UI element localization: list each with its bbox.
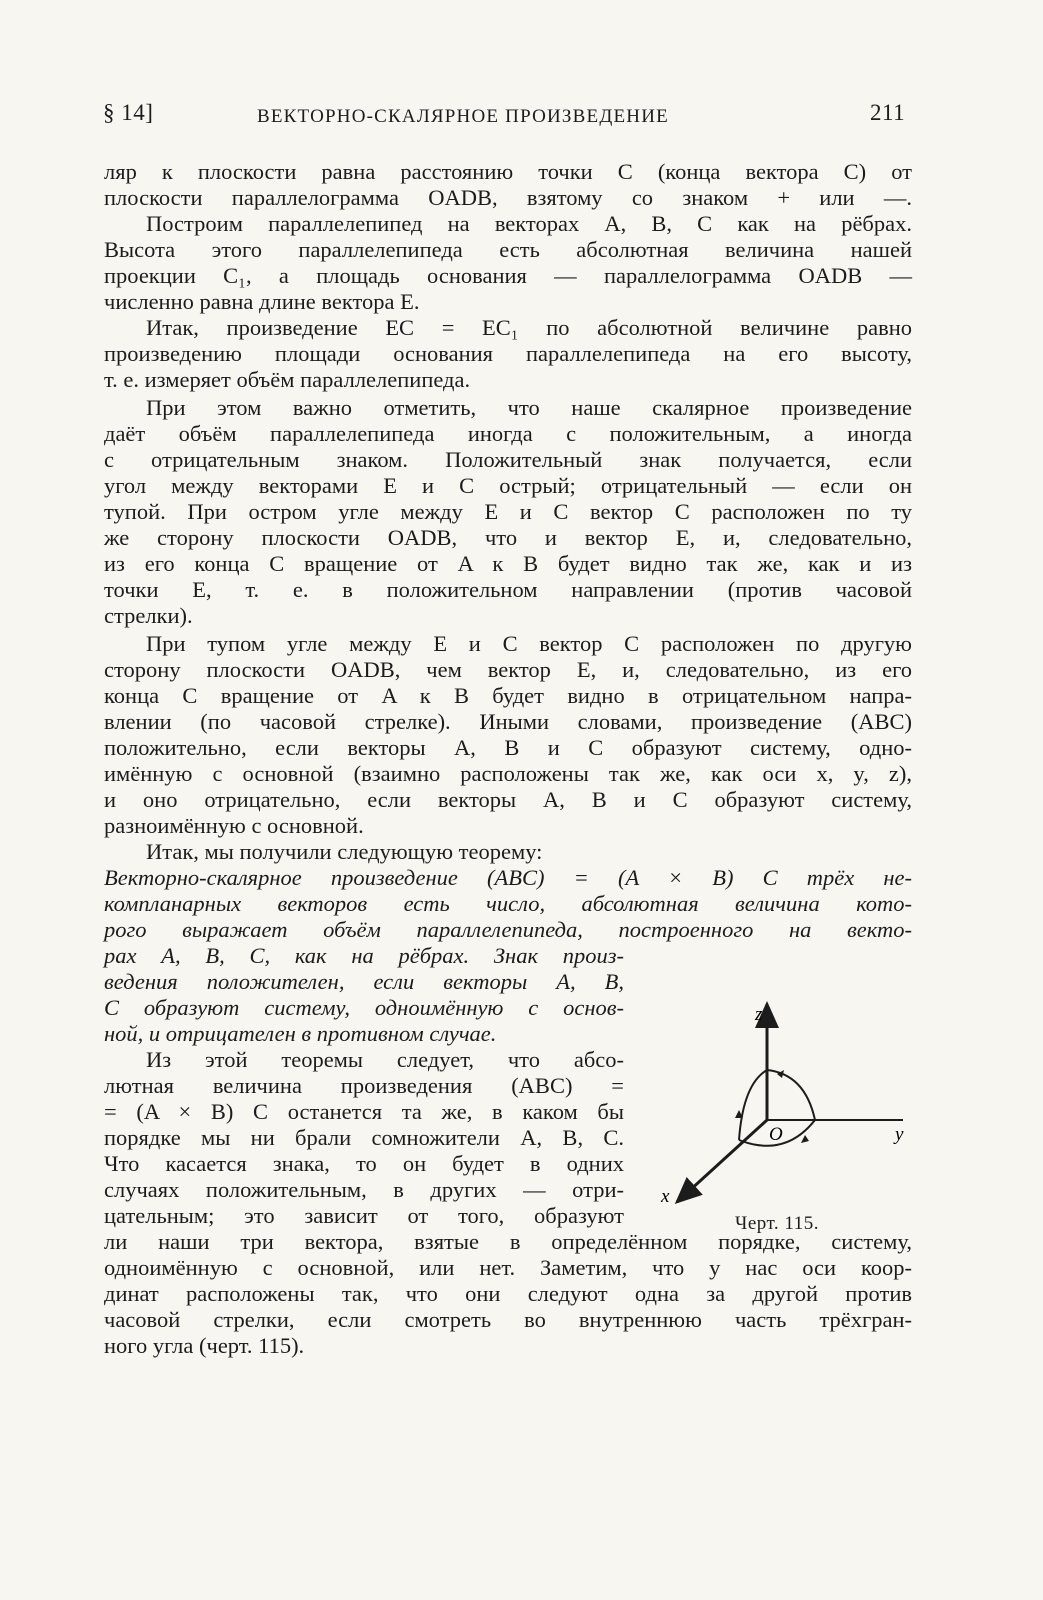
text-line: тупой. При остром угле между E и C вектор C расположен по ту: [104, 499, 912, 524]
running-title: ВЕКТОРНО-СКАЛЯРНОЕ ПРОИЗВЕДЕНИЕ: [257, 106, 669, 127]
text-line: проекции C₁, а площадь основания — параллелограмма OADB —: [104, 263, 912, 288]
text-line: При тупом угле между E и C вектор C расположен по другую: [146, 631, 912, 656]
text-line: = (A × B) C останется та же, в каком бы: [104, 1099, 624, 1124]
text-line: динат расположены так, что они следуют одна за другой против: [104, 1281, 912, 1306]
text-line: ного угла (черт. 115).: [104, 1333, 305, 1358]
text-line: стрелки).: [104, 603, 193, 628]
text-line: Итак, мы получили следующую теорему:: [146, 839, 543, 864]
figure-caption: Черт. 115.: [735, 1213, 819, 1234]
text-line: плоскости параллелограмма OADB, взятому со знаком + или —.: [104, 185, 912, 210]
arc-yz: [767, 1070, 815, 1120]
text-line: положительно, если векторы A, B и C образуют систему, одно-: [104, 735, 912, 760]
text-line: даёт объём параллелепипеда иногда с положительным, а иногда: [104, 421, 912, 446]
text-line: При этом важно отметить, что наше скалярное произведение: [146, 395, 912, 420]
text-line: с отрицательным знаком. Положительный знак получается, если: [104, 447, 912, 472]
text-line: C образуют систему, одноимённую с основ-: [104, 995, 624, 1020]
text-line: ведения положителен, если векторы A, B,: [104, 969, 624, 994]
text-line: т. е. измеряет объём параллелепипеда.: [104, 367, 471, 392]
text-line: Что касается знака, то он будет в одних: [104, 1151, 624, 1176]
arc-arrow-3: [801, 1135, 809, 1143]
text-line: же сторону плоскости OADB, что и вектор E, и, следовательно,: [104, 525, 912, 550]
z-label: z: [755, 1004, 763, 1025]
y-label: y: [895, 1124, 904, 1145]
coordinate-axes-figure: [655, 990, 915, 1210]
origin-label: O: [769, 1124, 783, 1145]
text-line: конца C вращение от A к B будет видно в отрицательном напра-: [104, 683, 912, 708]
text-line: компланарных векторов есть число, абсолютная величина кото-: [104, 891, 912, 916]
text-line: рах A, B, C, как на рёбрах. Знак произ-: [104, 943, 624, 968]
text-line: Векторно-скалярное произведение (ABC) = (A × B) C трёх не-: [104, 865, 912, 890]
text-line: одноимённую с основной, или нет. Заметим, что у нас оси коор-: [104, 1255, 912, 1280]
page-number: 211: [870, 100, 906, 125]
x-axis: [677, 1120, 767, 1202]
text-line: рого выражает объём параллелепипеда, построенного на векто-: [104, 917, 912, 942]
text-line: имённую с основной (взаимно расположены так же, как оси x, y, z),: [104, 761, 912, 786]
text-line: Итак, произведение EC = EC₁ по абсолютной величине равно: [146, 315, 912, 340]
text-line: Высота этого параллелепипеда есть абсолютная величина нашей: [104, 237, 912, 262]
text-line: цательным; это зависит от того, образуют: [104, 1203, 624, 1228]
text-line: Из этой теоремы следует, что абсо-: [146, 1047, 624, 1072]
text-line: ли наши три вектора, взятые в определённом порядке, систему,: [104, 1229, 912, 1254]
x-label: x: [661, 1186, 670, 1207]
text-line: лютная величина произведения (ABC) =: [104, 1073, 624, 1098]
text-line: разноимённую с основной.: [104, 813, 364, 838]
text-line: сторону плоскости OADB, чем вектор E, и, следовательно, из его: [104, 657, 912, 682]
text-line: ной, и отрицателен в противном случае.: [104, 1021, 497, 1046]
text-line: численно равна длине вектора E.: [104, 289, 420, 314]
text-line: случаях положительным, в других — отри-: [104, 1177, 624, 1202]
text-line: произведению площади основания параллелепипеда на его высоту,: [104, 341, 912, 366]
text-line: часовой стрелки, если смотреть во внутреннюю часть трёхгран-: [104, 1307, 912, 1332]
text-line: и оно отрицательно, если векторы A, B и C образуют систему,: [104, 787, 912, 812]
text-line: Построим параллелепипед на векторах A, B, C как на рёбрах.: [146, 211, 912, 236]
text-line: угол между векторами E и C острый; отрицательный — если он: [104, 473, 912, 498]
arc-xz: [739, 1070, 767, 1140]
text-line: точки E, т. е. в положительном направлении (против часовой: [104, 577, 912, 602]
text-line: порядке мы ни брали сомножители A, B, C.: [104, 1125, 624, 1150]
text-line: влении (по часовой стрелке). Иными словами, произведение (ABC): [104, 709, 912, 734]
section-marker: § 14]: [103, 100, 154, 125]
text-line: ляр к плоскости равна расстоянию точки C (конца вектора C) от: [104, 159, 912, 184]
text-line: из его конца C вращение от A к B будет видно так же, как и из: [104, 551, 912, 576]
